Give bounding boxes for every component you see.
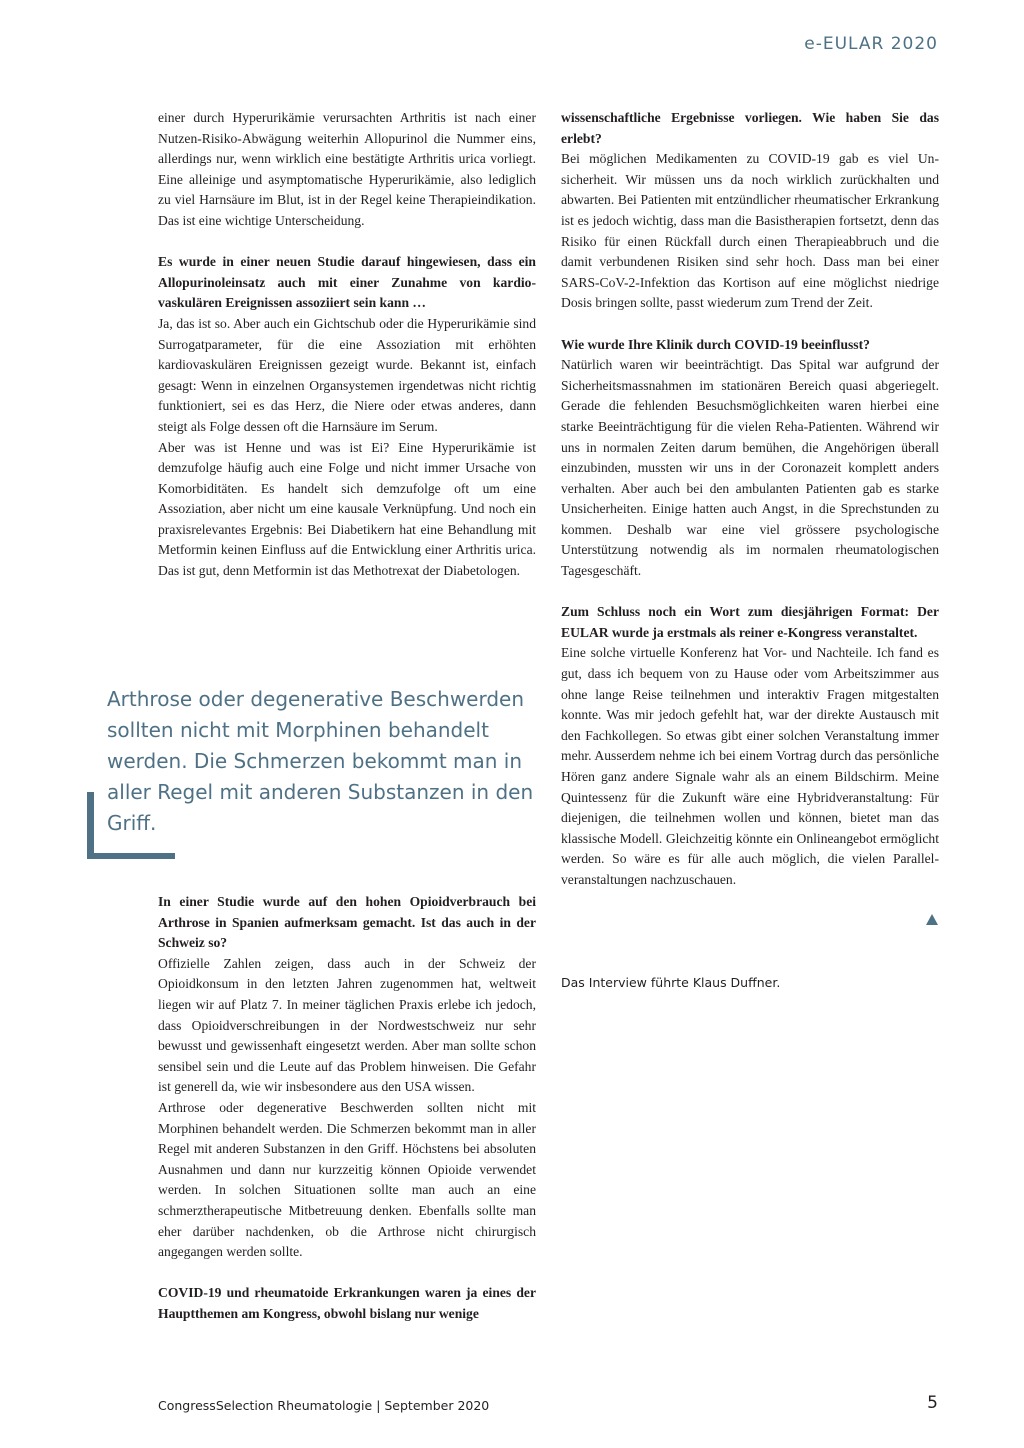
pull-quote-bracket-horizontal (87, 853, 175, 859)
body-paragraph: einer durch Hyperurikämie verursachten Arthritis ist nach einer Nutzen-Risiko-Abwägung weiterhin Allopurinol die Nummer eins, allerdings nur, wenn wirklich eine bestätigte Arthritis urica vorliegt. Eine alleinige und asymptomatische Hyperurikämie, also lediglich zu viel Harnsäure im Blut, ist in der Regel keine Therapieindikation. Das ist eine wichtige Unterscheidung. (158, 110, 536, 228)
triangle-up-icon (926, 914, 938, 925)
body-paragraph: Offizielle Zahlen zeigen, dass auch in der Schweiz der Opioidkonsum in den letzten Jahren zugenommen hat, weltweit liegen wir auf Platz 7. In meiner täglichen Praxis erlebe ich jedoch, dass Opioidverschreibungen in der Nordwestschweiz nur sehr bewusst und gewissenhaft eingesetzt werden. Aber man sollte schon sensibel sein und die Leute auf das Problem hinweisen. Die Gefahr ist generell da, wie wir insbesondere aus den USA wissen. (158, 955, 536, 1095)
body-paragraph: Eine solche virtuelle Konferenz hat Vor- und Nachteile. Ich fand es gut, dass ich bequem von zu Hause oder vom Arbeitszimmer aus ohne lange Reise teilnehmen und interaktiv Fragen mitgestalten konnte. Was mir jedoch gefehlt hat, war der direkte Austausch mit den Fachkollegen. So etwas gibt einer solchen Veranstaltung immer mehr. Ausserdem nehme ich bei einem Vortrag durch das persönliche Hören ganz andere Signale wahr als an einem Bildschirm. Meine Quintessenz für die Zukunft wäre eine Hybridveranstaltung: Für diejenigen, die teilnehmen wollen und können, bietet man das klassische Modell. Gleichzeitig könnte ein Onlineangebot ermöglicht werden. So wäre es für alle auch möglich, die vielen Parallelveranstaltungen nachzuschauen. (561, 645, 939, 887)
pull-quote-bracket-vertical (87, 792, 94, 859)
interview-question: In einer Studie wurde auf den hohen Opioidverbrauch bei Arthrose in Spanien aufmerksam gemacht. Ist das auch in der Schweiz so? (158, 894, 536, 951)
right-column (561, 108, 939, 891)
page-number: 5 (927, 1393, 938, 1413)
body-paragraph: Ja, das ist so. Aber auch ein Gichtschub oder die Hyperurikämie sind Surrogatparameter, für die eine Assoziation mit erhöhten kardiovaskulären Ereignissen gezeigt wurde. Bekannt ist, einfach gesagt: Wenn in einzelnen Organsystemen irgendetwas nicht richtig funktioniert, sei es das Herz, die Niere oder etwas anderes, dann steigt als Folge dessen oft die Harnsäure im Serum. (158, 315, 536, 434)
body-paragraph: Arthrose oder degenerative Beschwerden sollten nicht mit Morphinen behandelt werden. Die Schmerzen bekommt man in aller Regel mit anderen Substanzen in den Griff. Höchstens bei absoluten Ausnahmen und dann nur kurzzeitig können Opioide verwendet werden. In solchen Situationen sollte man auch an eine schmerztherapeutische Mitbetreuung denken. Ebenfalls sollte man eher darüber nachdenken, ob die Arthrose nicht chirurgisch angegangen werden sollte. (158, 1099, 536, 1260)
interview-question: Wie wurde Ihre Klinik durch COVID-19 beeinflusst? (561, 336, 870, 352)
interview-question: Es wurde in einer neuen Studie darauf hingewiesen, dass ein Allopurinoleinsatz auch mit einer Zunahme von kardiovaskulären Ereignissen assoziiert sein kann … (158, 254, 536, 311)
left-column-bottom (158, 892, 536, 1324)
body-paragraph: Bei möglichen Medikamenten zu COVID-19 gab es viel Unsicherheit. Wir müssen uns da noch wirklich zurückhalten und abwarten. Bei Patienten mit entzündlicher rheumatischer Erkrankung ist es jedoch wichtig, dass man die Basistherapien fortsetzt, denn das Risiko für einen Rückfall durch einen Therapieabbruch und die damit verbundenen Risiken sind sehr hoch. Dass man bei einer SARS-CoV-2-Infektion das Kortison auf eine möglichst niedrige Dosis bringen sollte, passt wiederum zum Trend der Zeit. (561, 151, 939, 311)
interview-question: wissenschaftliche Ergebnisse vorliegen. Wie haben Sie das erlebt? (561, 110, 939, 146)
paragraph-gap (561, 582, 939, 603)
left-column-top (158, 108, 536, 582)
pull-quote: Arthrose oder degenerative Beschwerden sollten nicht mit Morphinen behandelt werden. Die Schmerzen bekommt man in aller Regel mit anderen Substanzen in den Griff. (107, 687, 534, 835)
body-paragraph: Natürlich waren wir beeinträchtigt. Das Spital war aufgrund der Sicherheitsmassnahmen im stationären Bereich quasi abgeriegelt. Gerade die fehlenden Besuchsmöglichkeiten waren hierbei eine starke Beeinträchtigung für die vielen Reha-Patienten. Während wir uns in normalen Zeiten darum bemühen, die Angehörigen überall einzubinden, mussten wir uns in der Coronazeit komplett anders verhalten. Aber auch bei den ambulanten Patienten gab es starke Unsicherheiten. Einige hatten auch Angst, in die Sprechstunden zu kommen. Deshalb war eine viel grössere psychologische Unterstützung notwendig als im normalen rheumatologischen Tagesgeschäft. (561, 357, 939, 579)
running-header: e-EULAR 2020 (804, 34, 938, 54)
footer-publication: CongressSelection Rheumatologie | September 2020 (158, 1398, 490, 1413)
paragraph-gap (158, 1263, 536, 1284)
body-paragraph: Aber was ist Henne und was ist Ei? Eine Hyperurikämie ist demzufolge häufig auch eine Folge und nicht immer Ursache von Komorbiditäten. Es handelt sich demzufolge oft um eine Assoziation, aber nicht um eine kausale Verknüpfung. Und noch ein praxisrelevantes Ergebnis: Bei Diabetikern hat eine Behandlung mit Metformin keinen Einfluss auf die Entwicklung einer Arthritis urica. Das ist gut, denn Metformin ist das Methotrexat der Diabetologen. (158, 439, 536, 579)
paragraph-gap (158, 232, 536, 253)
interview-question: Zum Schluss noch ein Wort zum diesjährigen Format: Der EULAR wurde ja erstmals als reiner e-Kongress veranstaltet. (561, 604, 939, 640)
paragraph-gap (561, 314, 939, 335)
interview-credit: Das Interview führte Klaus Duffner. (561, 975, 781, 990)
interview-question: COVID-19 und rheumatoide Erkrankungen waren ja eines der Hauptthemen am Kongress, obwohl bislang nur wenige (158, 1285, 536, 1321)
